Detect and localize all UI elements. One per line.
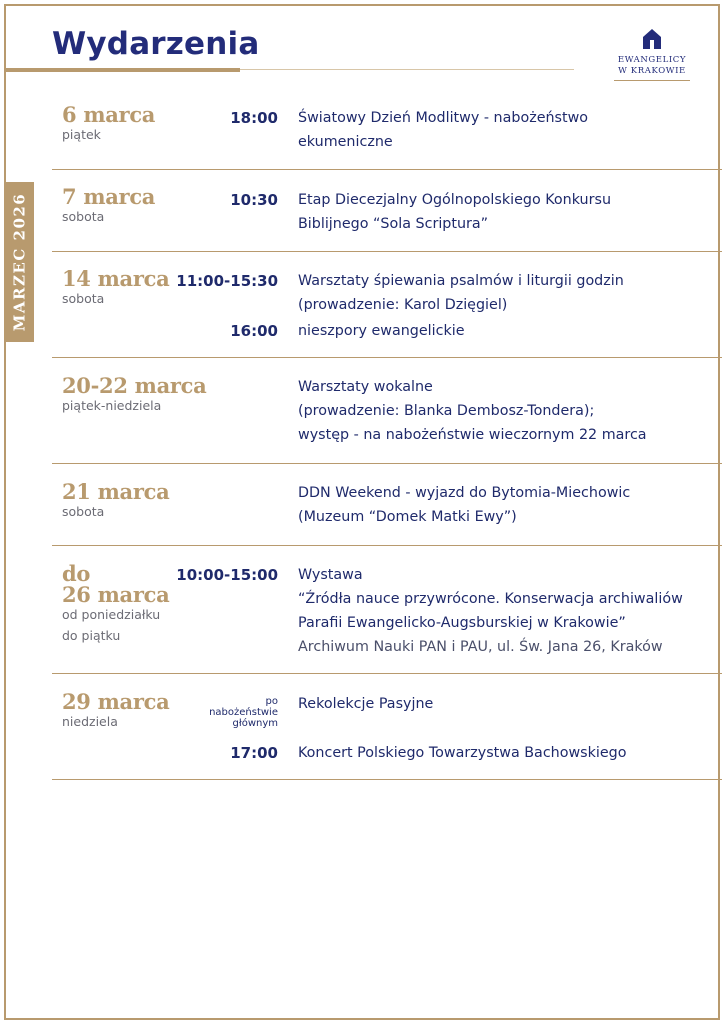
event-day: piątek-niedziela [62,398,162,413]
event-day: sobota [62,291,105,306]
event-row [52,546,722,674]
event-location: Archiwum Nauki PAN i PAU, ul. Św. Jana 26, Kraków [298,639,663,655]
event-row [52,170,722,252]
description-line: występ - na nabożeństwie wieczornym 22 marca [298,427,647,443]
event-description [298,375,718,447]
events-list [52,90,722,780]
description-line: Światowy Dzień Modlitwy - nabożeństwo [298,110,589,126]
description-line: (prowadzenie: Karol Dzięgiel) [298,297,508,313]
event-date: 26 marca [62,582,170,607]
month-side-tab [4,182,34,342]
description-line: DDN Weekend - wyjazd do Bytomia-Miechowic [298,485,631,501]
event-description [298,106,718,154]
description-line: “Źródła nauce przywrócone. Konserwacja archiwaliów [298,591,683,607]
page-title: Wydarzenia [52,26,260,62]
event-description [298,563,718,659]
event-row [52,674,722,780]
event-row [52,252,722,358]
event-day: do piątku [62,628,121,643]
description-line: Koncert Polskiego Towarzystwa Bachowskiego [298,745,627,761]
description-line: Parafii Ewangelicko-Augsburskiej w Krakowie” [298,615,626,631]
title-underline [6,68,240,72]
description-line: (Muzeum “Domek Matki Ewy”) [298,509,517,525]
description-line: ekumeniczne [298,134,393,150]
event-day: piątek [62,127,101,142]
time-note-line: nabożeństwie [209,707,278,718]
event-day: niedziela [62,714,118,729]
logo-text [610,55,694,77]
event-row [52,90,722,170]
event-date: 7 marca [62,184,156,209]
church-house-icon [642,28,662,50]
logo-line2: W KRAKOWIE [618,66,686,76]
event-description [298,481,718,529]
event-date: 14 marca [62,266,170,291]
title-divider [240,69,574,70]
time-note-line: po [265,696,278,707]
event-row [52,464,722,546]
event-time: 11:00-15:30 [176,272,278,290]
event-date: 21 marca [62,479,170,504]
event-time: 10:30 [230,191,278,209]
event-description [298,269,718,317]
event-date: 20-22 marca [62,373,207,398]
logo-underline [614,80,690,81]
event-row [52,358,722,464]
description-line: Warsztaty wokalne [298,379,433,395]
event-time: 18:00 [230,109,278,127]
event-date-prefix: do [62,561,91,586]
event-description [298,188,718,236]
description-line: Rekolekcje Pasyjne [298,696,434,712]
time-note-line: głównym [232,718,278,729]
description-line: Warsztaty śpiewania psalmów i liturgii godzin [298,273,624,289]
description-line: Etap Diecezjalny Ogólnopolskiego Konkursu [298,192,612,208]
event-time: 16:00 [230,322,278,340]
event-day: sobota [62,504,105,519]
logo [610,28,694,81]
event-description [298,692,718,716]
month-label: MARZEC 2026 [10,192,28,332]
description-line: Biblijnego “Sola Scriptura” [298,216,489,232]
event-description [298,741,718,765]
logo-line1: EWANGELICY [617,55,687,65]
event-time: 10:00-15:00 [176,566,278,584]
event-date: 29 marca [62,689,170,714]
description-line: nieszpory ewangelickie [298,323,465,339]
event-time: 17:00 [230,744,278,762]
event-day: od poniedziałku [62,607,161,622]
event-date: 6 marca [62,102,156,127]
description-line: Wystawa [298,567,363,583]
description-line: (prowadzenie: Blanka Dembosz-Tondera); [298,403,595,419]
event-day: sobota [62,209,105,224]
event-calendar-page [4,4,720,1020]
event-description [298,319,718,343]
event-time-note [209,696,278,729]
